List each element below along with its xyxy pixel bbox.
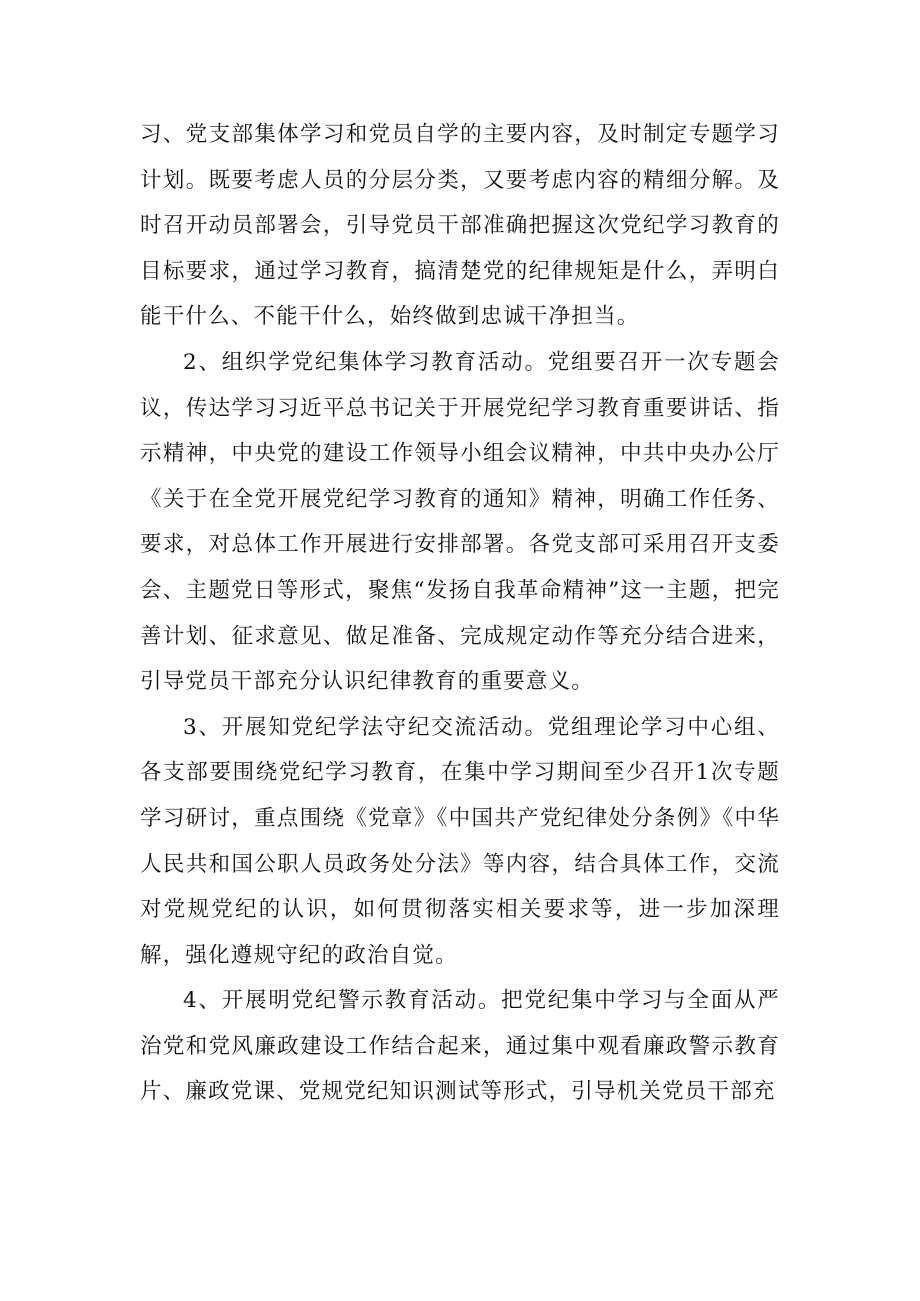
paragraph-continuation: 习、党支部集体学习和党员自学的主要内容，及时制定专题学习计划。既要考虑人员的分层分类，又要考虑内容的精细分解。及时召开动员部署会，引导党员干部准确把握这次党纪学习教育的目标要求，通过学习教育，搞清楚党的纪律规矩是什么，弄明白能干什么、不能干什么，始终做到忠诚干净担当。 xyxy=(140,122,780,330)
paragraph-item-4: 4、开展明党纪警示教育活动。把党纪集中学习与全面从严治党和党风廉政建设工作结合起来，通过集中观看廉政警示教育片、廉政党课、党规党纪知识测试等形式，引导机关党员干部充 xyxy=(140,988,780,1105)
document-body xyxy=(140,112,780,1115)
paragraph-item-3: 3、开展知党纪学法守纪交流活动。党组理论学习中心组、各支部要围绕党纪学习教育，在集中学习期间至少召开1次专题学习研讨，重点围绕《党章》《中国共产党纪律处分条例》《中华人民共和国公职人员政务处分法》等内容，结合具体工作，交流对党规党纪的认识，如何贯彻落实相关要求等，进一步加深理解，强化遵规守纪的政治自觉。 xyxy=(140,714,780,968)
paragraph-item-2: 2、组织学党纪集体学习教育活动。党组要召开一次专题会议，传达学习习近平总书记关于开展党纪学习教育重要讲话、指示精神，中央党的建设工作领导小组会议精神，中共中央办公厅《关于在全党开展党纪学习教育的通知》精神，明确工作任务、要求，对总体工作开展进行安排部署。各党支部可采用召开支委会、主题党日等形式，聚焦“发扬自我革命精神”这一主题，把完善计划、征求意见、做足准备、完成规定动作等充分结合进来，引导党员干部充分认识纪律教育的重要意义。 xyxy=(140,349,780,695)
